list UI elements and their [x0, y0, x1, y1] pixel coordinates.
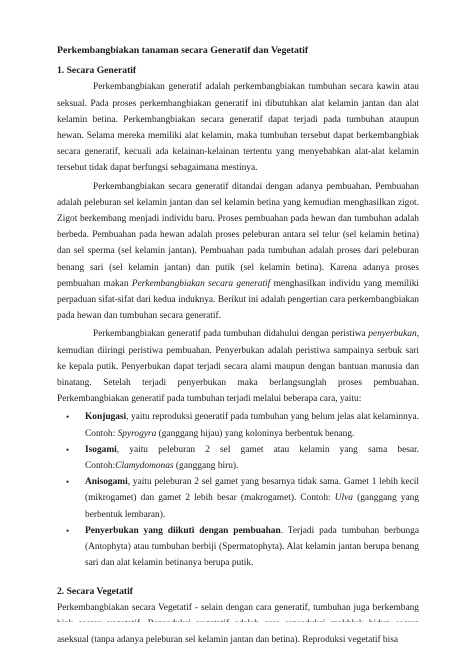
document-title: Perkembangbiakan tanaman secara Generatif dan Vegetatif — [57, 45, 309, 56]
list-item-isogami — [57, 442, 419, 474]
list-item-text-end: (ganggang yang berbentuk lembaran). — [85, 493, 419, 520]
bullet-icon: • — [66, 412, 70, 423]
paragraph-penyerbukan-italic: penyerbukan — [368, 329, 417, 340]
bullet-icon: • — [66, 477, 70, 488]
paragraph-pembuahan-text-1: Perkembangbiakan secara generatif ditandai dengan adanya pembuahan. Pembuahan adalah peleburan sel kelamin jantan dan sel kelamin betina yang kemudian menghasilkan zigot. Zigot berkembang menjadi individu baru. Proses pembuahan pada hewan dan tumbuhan adalah berbeda. Pembuahan pada hewan adalah proses peleburan antara sel telur (sel kelamin betina) dan sel sperma (sel kelamin jantan). Pembuahan pada tumbuhan adalah proses dari peleburan benang sari (sel kelamin jantan) dan putik (sel kelamin betina). Karena adanya proses pembuahan makan — [57, 181, 419, 289]
list-item-anisogami — [57, 474, 419, 523]
reproduction-methods-list — [57, 409, 419, 571]
list-item-italic: Spyrogyra — [117, 428, 157, 439]
list-item-konjugasi — [57, 409, 419, 441]
list-item-text: . Terjadi pada tumbuhan berbunga (Antophyta) atau tumbuhan berbiji (Spermatophyta). Alat kelamin jantan berupa benang sari dan alat kelamin betinanya berupa putik. — [85, 525, 419, 569]
list-item-text-end: (ganggang hijau) yang koloninya berbentuk benang. — [156, 428, 355, 439]
list-item-text: , yaitu reproduksi generatif pada tumbuhan yang belum jelas alat kelaminnya. Contoh: — [85, 412, 419, 439]
list-item-italic: Clamydomonas — [115, 461, 174, 472]
list-item-penyerbukan — [57, 523, 419, 572]
list-item-term: Anisogami — [85, 477, 128, 488]
paragraph-penyerbukan-text-2: , kemudian diiringi peristiwa pembuahan. Penyerbukan adalah peristiwa sampainya serbuk sari ke kepala putik. Penyerbukan dapat terjadi secara alami maupun dengan bantuan manusia dan binatang. Setelah terjadi penyerbukan maka berlangsunglah proses pembuahan. Perkembangbiakan generatif pada tumbuhan terjadi melalui beberapa cara, yaitu: — [57, 329, 419, 405]
list-item-text: , yaitu peleburan 2 sel gamet yang besarnya tidak sama. Gamet 1 lebih kecil (mikrogamet) dan gamet 2 lebih besar (makrogamet). Contoh: — [85, 477, 419, 504]
paragraph-penyerbukan-text-1: Perkembangbiakan generatif pada tumbuhan didahului dengan peristiwa — [93, 329, 369, 340]
section-heading-generatif: 1. Secara Generatif — [57, 65, 137, 77]
paragraph-pembuahan-text-2: menghasilkan individu yang memiliki perpaduan sifat-sifat dari kedua induknya. Berikut ini adalah pengertian cara perkembangbiakan pada hewan dan tumbuhan secara generatif. — [57, 278, 419, 322]
paragraph-pembuahan-italic: Perkembangbiakan secara generatif — [131, 278, 271, 289]
list-item-italic: Ulva — [334, 493, 353, 504]
bullet-icon: • — [66, 444, 70, 455]
list-item-text-end: (ganggang biru). — [173, 461, 239, 472]
list-item-term: Penyerbukan yang diikuti dengan pembuahan — [85, 525, 281, 536]
paragraph-generatif-definition: Perkembangbiakan generatif adalah perkembangbiakan tumbuhan secara kawin atau seksual. Pada proses perkembangbiakan generatif ini dibutuhkan alat kelamin jantan dan alat kelamin betina. Perkembangbiakan secara generatif dapat terjadi pada tumbuhan ataupun hewan. Selama mereka memiliki alat kelamin, maka tumbuhan tersebut dapat berkembangbiak secara generatif, kecuali ada kelainan-kelainan tertentu yang menyebabkan alat-alat kelamin tersebut tidak dapat berfungsi sebagaimana mestinya. — [57, 82, 419, 174]
bullet-icon: • — [66, 525, 70, 536]
section-heading-vegetatif: 2. Secara Vegetatif — [57, 585, 133, 597]
list-item-term: Konjugasi — [85, 412, 127, 423]
paragraph-penyerbukan — [57, 326, 419, 407]
page-bottom-margin — [0, 622, 474, 632]
paragraph-pembuahan — [57, 179, 419, 325]
list-item-term: Isogami — [85, 444, 117, 455]
list-item-text: , yaitu peleburan 2 sel gamet atau kelamin yang sama besar. Contoh: — [85, 444, 419, 472]
paragraph-vegetatif-definition: Perkembangbiakan secara Vegetatif - selain dengan cara generatif, tumbuhan juga berkembang aseksual (tanpa adanya peleburan sel kelamin jantan dan betina). Reproduksi vegetatif bisa — [57, 602, 419, 646]
